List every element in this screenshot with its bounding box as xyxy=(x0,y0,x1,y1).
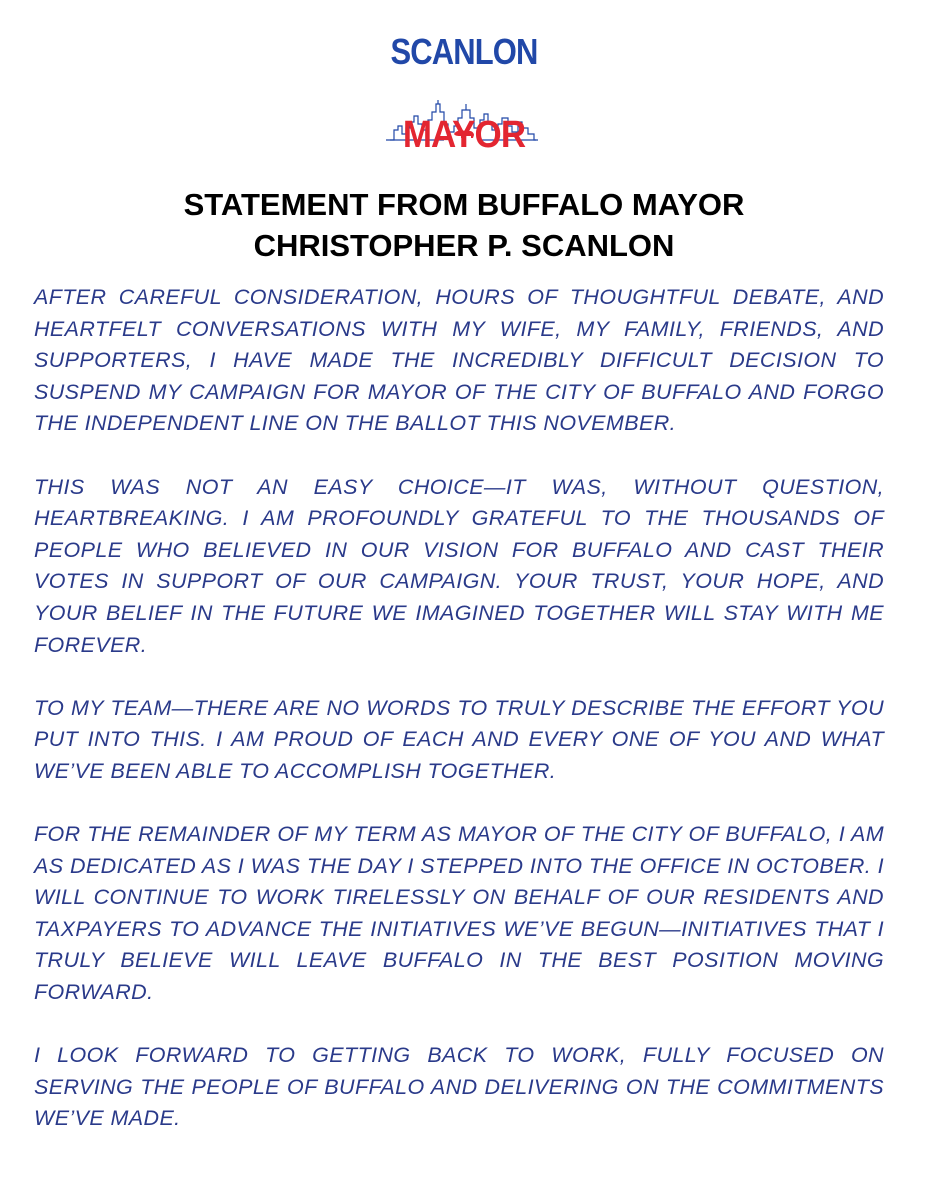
paragraph: THIS WAS NOT AN EASY CHOICE—IT WAS, WITHOUT QUESTION, HEARTBREAKING. I AM PROFOUNDLY GRATEFUL TO THE THOUSANDS OF PEOPLE WHO BELIEVED IN OUR VISION FOR BUFFALO AND CAST THEIR VOTES IN SUPPORT OF OUR CAMPAIGN. YOUR TRUST, YOUR HOPE, AND YOUR BELIEF IN THE FUTURE WE IMAGINED TOGETHER WILL STAY WITH ME FOREVER. xyxy=(34,474,884,657)
statement-body xyxy=(34,282,884,1167)
paragraph: TO MY TEAM—THERE ARE NO WORDS TO TRULY DESCRIBE THE EFFORT YOU PUT INTO THIS. I AM PROUD OF EACH AND EVERY ONE OF YOU AND WHAT WE’VE BEEN ABLE TO ACCOMPLISH TOGETHER. xyxy=(34,695,884,783)
paragraph: I LOOK FORWARD TO GETTING BACK TO WORK, FULLY FOCUSED ON SERVING THE PEOPLE OF BUFFALO AND DELIVERING ON THE COMMITMENTS WE’VE MADE. xyxy=(34,1043,884,1131)
statement-title xyxy=(60,184,868,266)
logo-bottom-text: MAYOR xyxy=(402,114,526,156)
campaign-logo xyxy=(364,30,564,158)
title-line-2: CHRISTOPHER P. SCANLON xyxy=(253,228,675,263)
paragraph: AFTER CAREFUL CONSIDERATION, HOURS OF THOUGHTFUL DEBATE, AND HEARTFELT CONVERSATIONS WITH MY WIFE, MY FAMILY, FRIENDS, AND SUPPORTERS, I HAVE MADE THE INCREDIBLY DIFFICULT DECISION TO SUSPEND MY CAMPAIGN FOR MAYOR OF THE CITY OF BUFFALO AND FORGO THE INDEPENDENT LINE ON THE BALLOT THIS NOVEMBER. xyxy=(34,285,884,436)
title-line-1: STATEMENT FROM BUFFALO MAYOR xyxy=(183,187,745,222)
paragraph: FOR THE REMAINDER OF MY TERM AS MAYOR OF THE CITY OF BUFFALO, I AM AS DEDICATED AS I WAS THE DAY I STEPPED INTO THE OFFICE IN OCTOBER. I WILL CONTINUE TO WORK TIRELESSLY ON BEHALF OF OUR RESIDENTS AND TAXPAYERS TO ADVANCE THE INITIATIVES WE’VE BEGUN—INITIATIVES THAT I TRULY BELIEVE WILL LEAVE BUFFALO IN THE BEST POSITION MOVING FORWARD. xyxy=(34,822,884,1005)
logo-top-text: SCANLON xyxy=(390,31,538,72)
